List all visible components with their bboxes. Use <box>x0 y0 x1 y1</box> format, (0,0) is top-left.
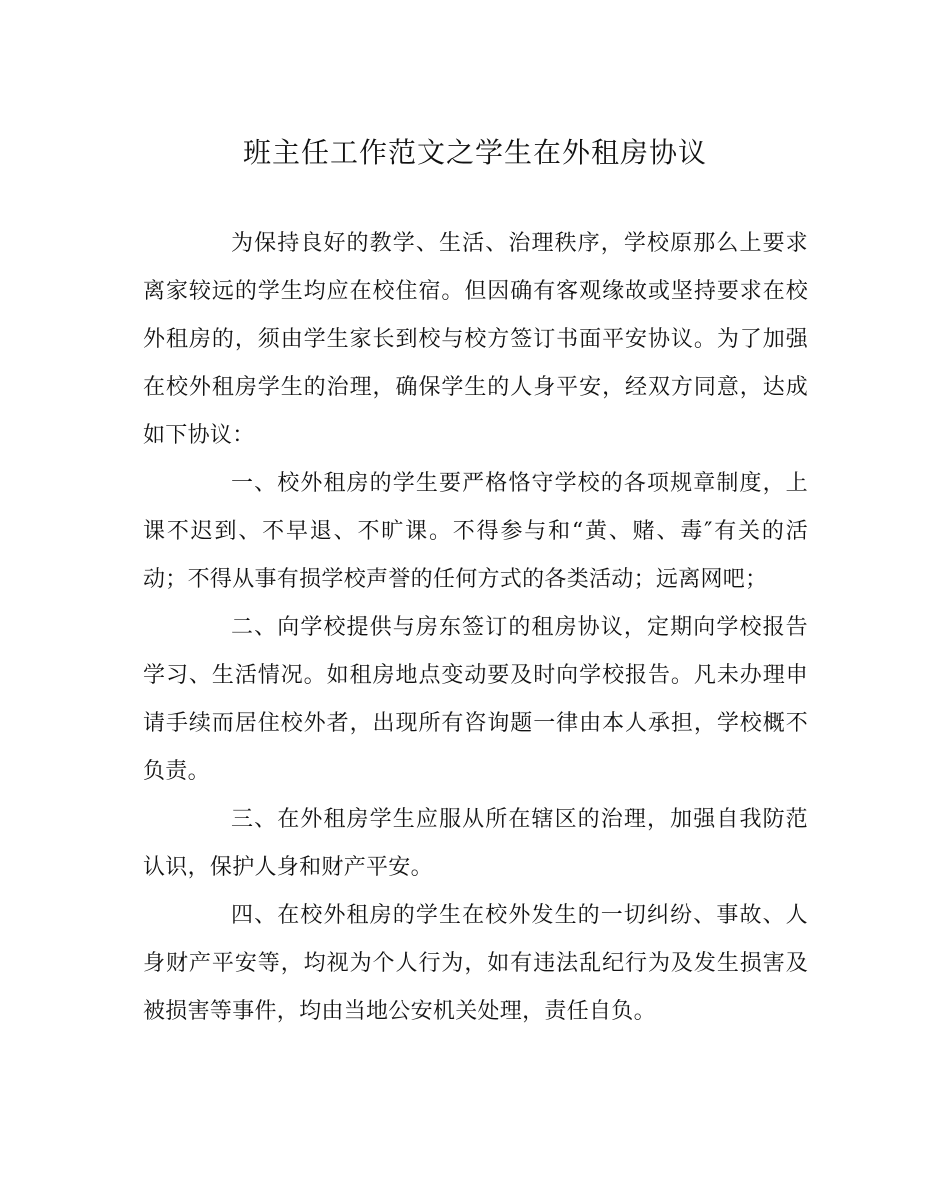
paragraph-clause-4: 四、在校外租房的学生在校外发生的一切纠纷、事故、人身财产平安等，均视为个人行为，如有违法乱纪行为及发生损害及被损害等事件，均由当地公安机关处理，责任自负。 <box>143 903 808 1024</box>
paragraph-clause-2: 二、向学校提供与房东签订的租房协议，定期向学校报告学习、生活情况。如租房地点变动要及时向学校报告。凡未办理申请手续而居住校外者，出现所有咨询题一律由本人承担，学校概不负责。 <box>143 615 808 784</box>
document-body <box>143 220 808 1036</box>
paragraph-clause-3: 三、在外租房学生应服从所在辖区的治理，加强自我防范认识，保护人身和财产平安。 <box>143 807 808 880</box>
document-title: 班主任工作范文之学生在外租房协议 <box>242 136 707 169</box>
paragraph-clause-1: 一、校外租房的学生要严格恪守学校的各项规章制度，上课不迟到、不早退、不旷课。不得参与和“黄、赌、毒″有关的活动；不得从事有损学校声誉的任何方式的各类活动；远离网吧； <box>143 471 808 592</box>
paragraph-intro: 为保持良好的教学、生活、治理秩序，学校原那么上要求离家较远的学生均应在校住宿。但因确有客观缘故或坚持要求在校外租房的，须由学生家长到校与校方签订书面平安协议。为了加强在校外租房学生的治理，确保学生的人身平安，经双方同意，达成如下协议： <box>143 231 808 448</box>
